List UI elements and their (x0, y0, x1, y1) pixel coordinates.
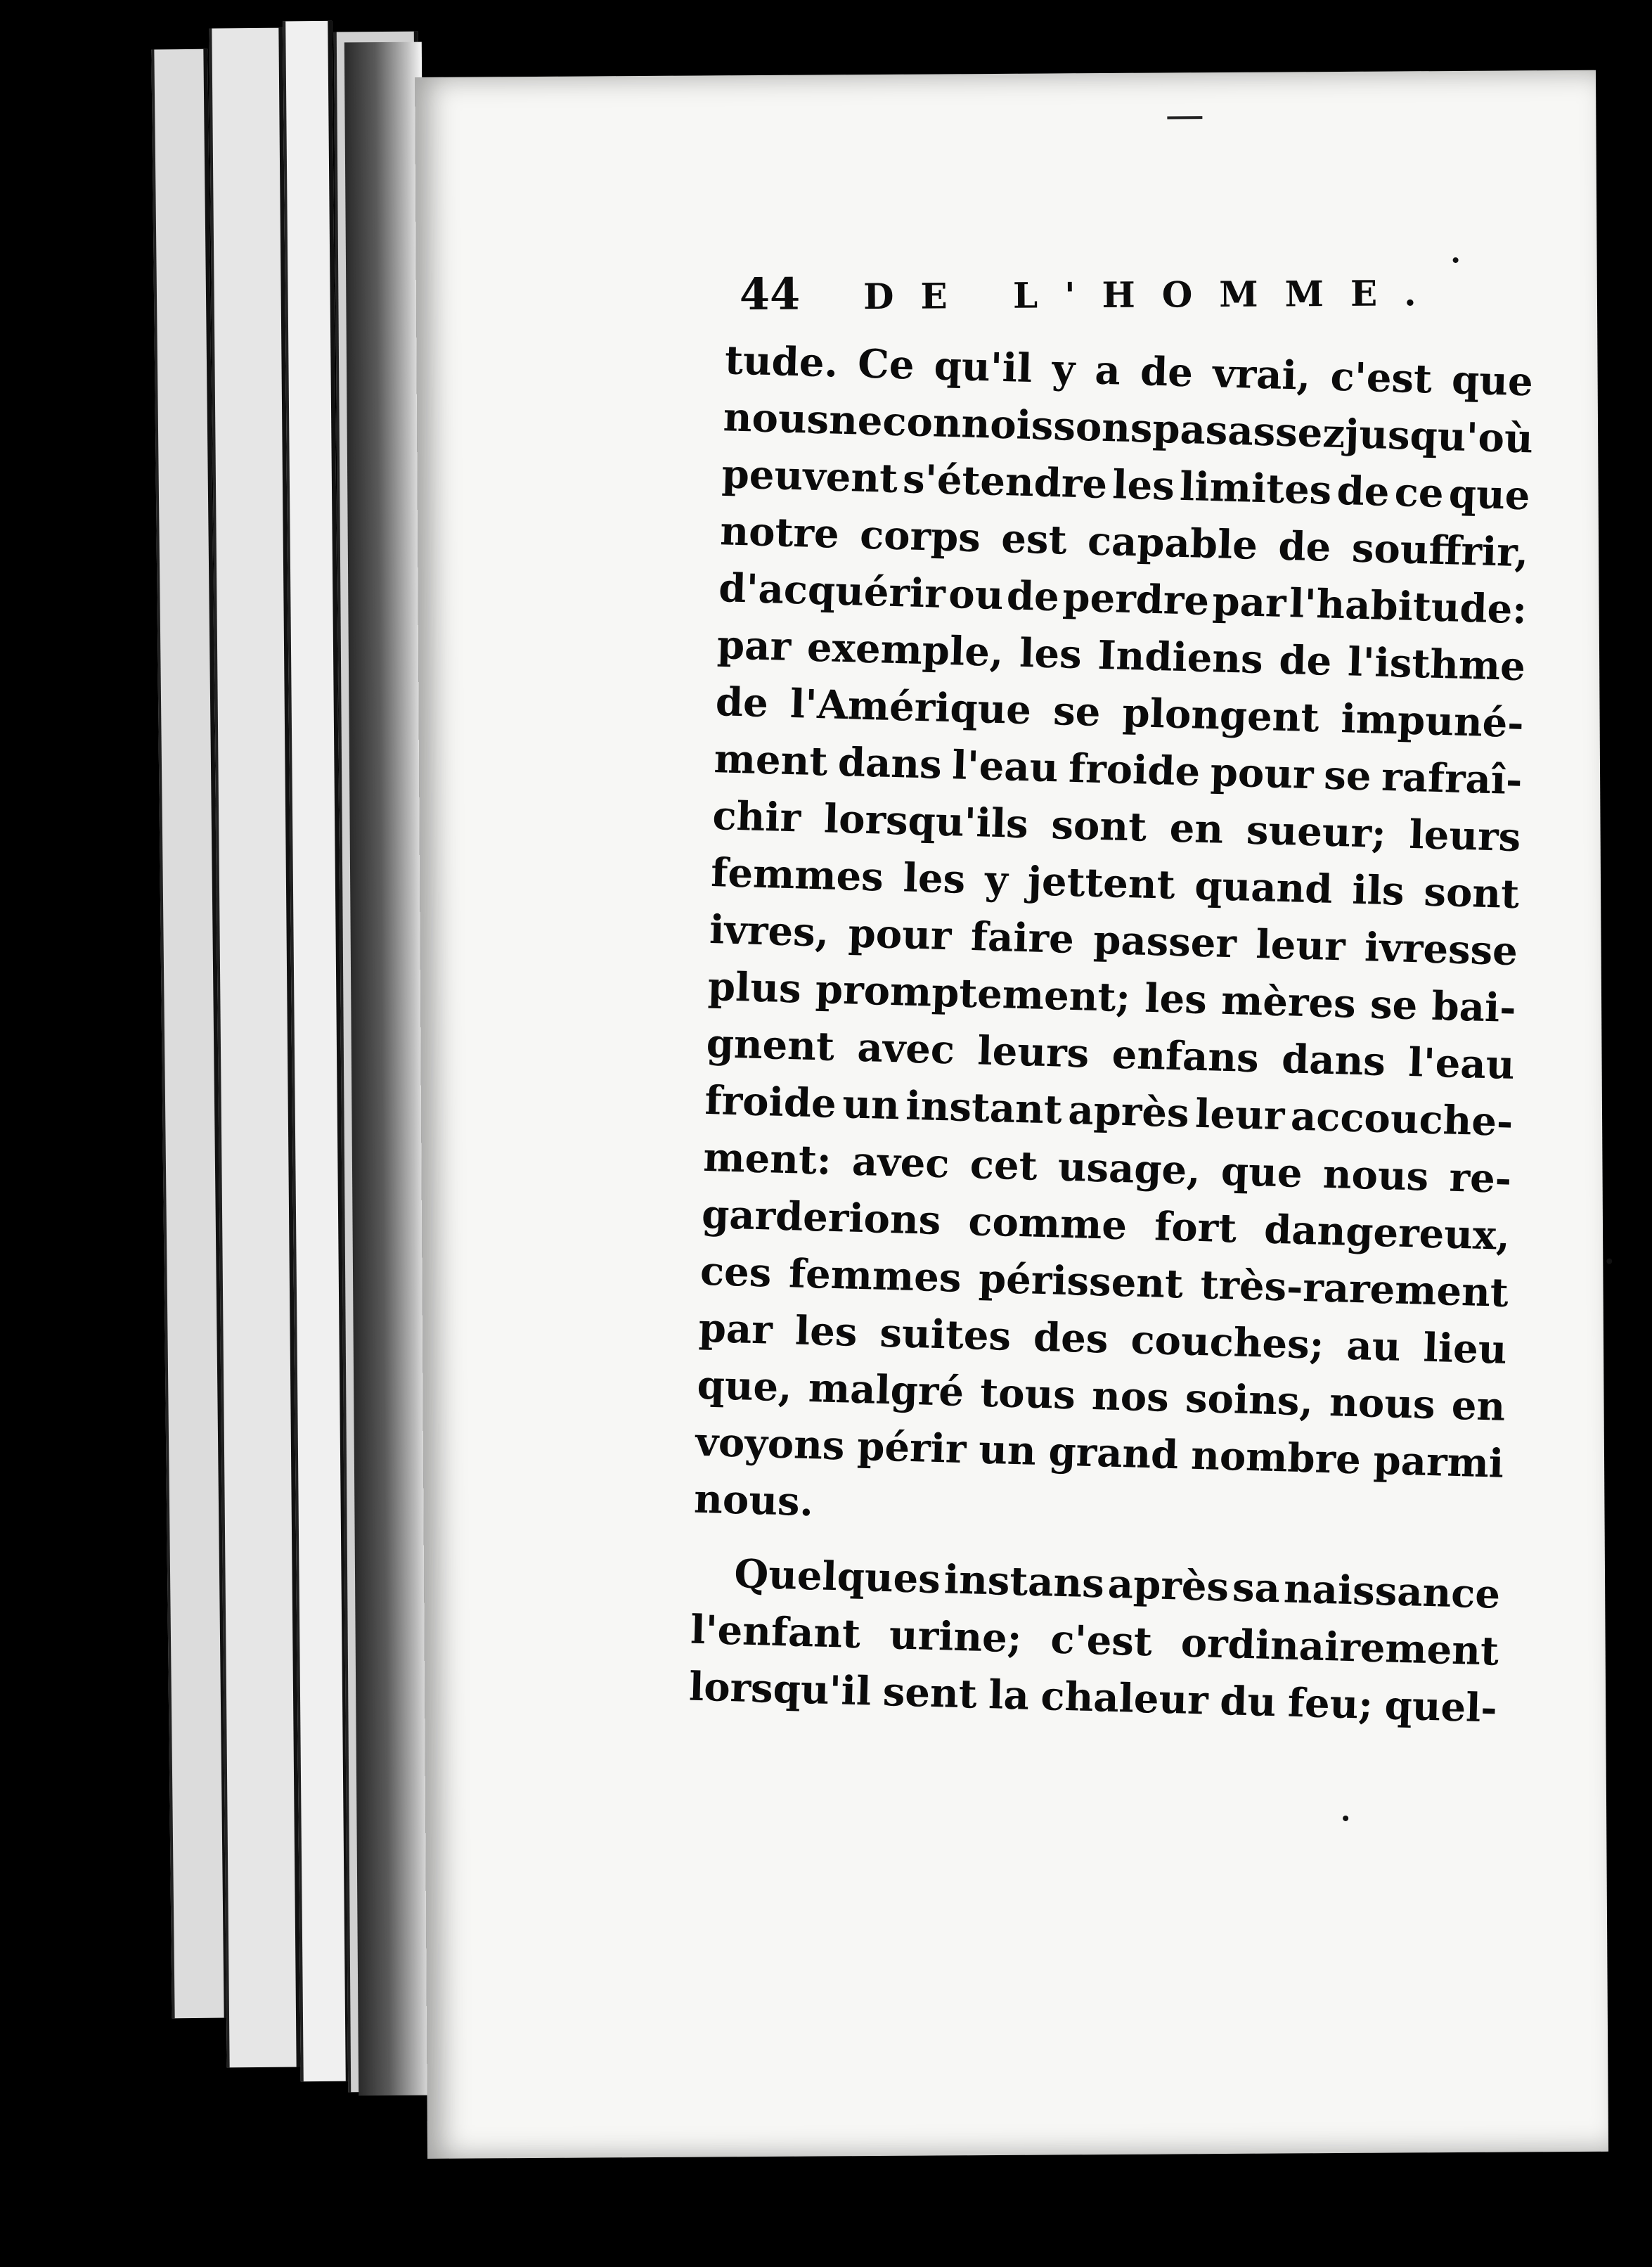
word: avec (856, 1024, 955, 1074)
page-header (740, 262, 1652, 320)
word: y (984, 856, 1009, 904)
word: ou (948, 571, 1005, 619)
word: les (1144, 975, 1208, 1024)
word: s'étendre (902, 456, 1108, 508)
word: leurs (976, 1027, 1090, 1077)
word: ment (713, 736, 829, 785)
word: ce (1393, 469, 1445, 518)
word: instant (905, 1082, 1063, 1134)
word: leur (1194, 1090, 1286, 1140)
word: des (1033, 1314, 1109, 1363)
word: très-rarement (1199, 1261, 1509, 1316)
word: leur (1255, 921, 1346, 970)
word: chir (711, 792, 802, 842)
word: froide (1068, 745, 1201, 795)
word: l'Amérique (789, 680, 1032, 734)
word: l'habitude: (1289, 580, 1528, 634)
word: ordinairement (1180, 1619, 1499, 1675)
word: plus (707, 963, 802, 1013)
word: quel- (1383, 1682, 1498, 1732)
word: que, (696, 1361, 793, 1411)
word: connoissons (882, 398, 1154, 452)
word: jettent (1026, 858, 1176, 908)
word: lorsqu'ils (823, 795, 1029, 848)
word: que (1220, 1148, 1303, 1197)
word: après (1107, 1560, 1230, 1611)
word: Quelques (733, 1550, 941, 1603)
word: en (1168, 804, 1225, 853)
word: cet (969, 1141, 1038, 1190)
word: mères (1220, 977, 1357, 1027)
word: de (715, 679, 769, 727)
word: est (1000, 515, 1068, 564)
word: par (716, 622, 792, 670)
word: instans (943, 1556, 1105, 1607)
word: tude. (724, 337, 839, 387)
word: usage, (1057, 1143, 1201, 1194)
word: pas (1151, 405, 1229, 454)
page-number: 44 (739, 268, 801, 321)
word: gnent (705, 1020, 835, 1070)
word: comme (967, 1198, 1128, 1250)
word: accouche- (1290, 1093, 1514, 1146)
word: nous (1322, 1150, 1430, 1200)
word: lieu (1422, 1324, 1508, 1373)
word: perdre (1061, 574, 1210, 625)
ink-speck (1343, 1816, 1348, 1821)
word: ils (1351, 866, 1405, 915)
word: soins, (1185, 1375, 1314, 1425)
word: ivresse (1364, 924, 1518, 975)
word: pour (847, 910, 953, 960)
word: les (1111, 461, 1175, 510)
word: capable (1087, 518, 1258, 569)
word: se (1323, 752, 1372, 800)
word: sueur; (1246, 807, 1387, 857)
word: voyons (695, 1418, 846, 1470)
word: garderions (701, 1190, 942, 1245)
word: Indiens (1097, 631, 1264, 683)
word: fort (1154, 1203, 1237, 1252)
ink-speck (1453, 257, 1459, 263)
word: couches; (1130, 1316, 1325, 1368)
word: après (1067, 1086, 1190, 1137)
book-page (415, 70, 1608, 2159)
word: que (1447, 470, 1531, 520)
word: rafraî- (1381, 753, 1523, 804)
word: par (1211, 578, 1287, 627)
word: l'enfant (690, 1606, 861, 1658)
word: que (1451, 357, 1534, 406)
word: l'eau (1407, 1039, 1516, 1089)
word: l'isthme (1347, 638, 1526, 691)
word: y (1051, 345, 1076, 393)
word: ne (828, 397, 884, 445)
word: chaleur (1040, 1673, 1209, 1724)
word: de (1140, 348, 1194, 397)
word: la (988, 1671, 1030, 1719)
word: lorsqu'il (688, 1663, 872, 1715)
word: plongent (1121, 689, 1320, 742)
word: l'eau (951, 742, 1059, 792)
body-text (688, 332, 1534, 1737)
word: jusqu'où (1344, 411, 1534, 463)
text-line: nous. (693, 1475, 814, 1526)
word: a (1094, 347, 1121, 394)
word: bai- (1431, 982, 1517, 1032)
word: feu; (1287, 1679, 1374, 1728)
word: promptement; (815, 966, 1131, 1022)
word: assez (1227, 407, 1346, 458)
word: Ce (857, 340, 915, 389)
word: dangereux, (1263, 1206, 1511, 1259)
word: sa (1232, 1564, 1281, 1612)
word: en (1451, 1382, 1506, 1430)
word: notre (719, 508, 840, 558)
word: femmes (788, 1250, 962, 1302)
word: sont (1050, 802, 1147, 851)
word: femmes (710, 849, 884, 901)
word: les (794, 1307, 858, 1356)
word: faire (970, 913, 1075, 963)
word: par (697, 1304, 773, 1354)
word: périssent (978, 1255, 1184, 1308)
ink-speck (1606, 1259, 1612, 1264)
word: se (1052, 688, 1102, 736)
word: de (1277, 522, 1332, 571)
word: avec (851, 1138, 950, 1188)
page-mark (1167, 116, 1202, 119)
word: c'est (1050, 1616, 1153, 1666)
word: enfans (1111, 1031, 1260, 1082)
word: ces (699, 1247, 773, 1297)
word: vrai, (1212, 350, 1312, 399)
word: malgré (808, 1365, 964, 1416)
word: dans (837, 738, 943, 788)
word: leurs (1408, 811, 1522, 861)
word: de (1278, 636, 1333, 685)
word: qu'il (933, 342, 1033, 392)
word: dans (1281, 1036, 1386, 1086)
word: un (841, 1081, 901, 1129)
word: d'acquérir (718, 565, 946, 617)
word: passer (1092, 916, 1237, 968)
word: de (1336, 467, 1390, 515)
word: nous (1329, 1379, 1436, 1429)
word: un (978, 1426, 1037, 1475)
word: périr (856, 1423, 967, 1473)
word: nombre (1190, 1432, 1362, 1484)
word: au (1346, 1322, 1402, 1370)
running-title: DE L'HOMME. (863, 272, 1443, 318)
word: impuné- (1340, 695, 1525, 747)
word: urine; (889, 1612, 1023, 1662)
word: sent (882, 1669, 978, 1718)
word: froide (704, 1077, 837, 1127)
word: ivres, (709, 906, 830, 956)
word: re- (1448, 1154, 1512, 1202)
word: limites (1179, 463, 1333, 514)
word: de (1006, 572, 1060, 621)
word: se (1369, 981, 1419, 1029)
word: sont (1423, 868, 1520, 918)
word: suites (879, 1309, 1012, 1360)
word: peuvent (721, 451, 898, 502)
word: pour (1209, 749, 1315, 799)
word: exemple, (806, 624, 1005, 676)
word: tous (979, 1369, 1076, 1419)
word: naissance (1283, 1565, 1501, 1618)
word: corps (859, 511, 981, 562)
word: nous (723, 394, 830, 444)
word: quand (1194, 862, 1334, 913)
word: parmi (1372, 1437, 1504, 1487)
word: nos (1091, 1372, 1170, 1421)
word: ment: (702, 1134, 832, 1184)
word: les (902, 854, 967, 903)
word: souffrir, (1351, 525, 1530, 577)
word: grand (1047, 1428, 1180, 1479)
word: les (1019, 629, 1083, 679)
word: c'est (1329, 353, 1433, 403)
word: du (1219, 1678, 1277, 1726)
